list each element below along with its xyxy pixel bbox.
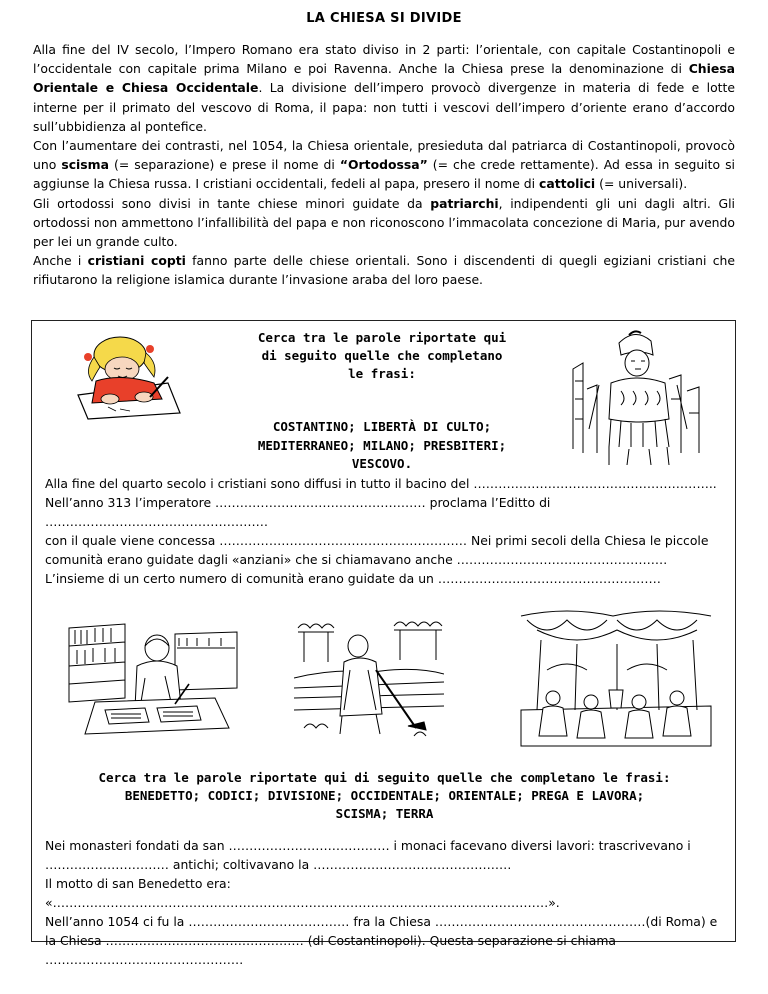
intro-paragraph-4: Anche i cristiani copti fanno parte delle chiese orientali. Sono i discendenti di quegli egiziani cristiani che rifiutarono la religione islamica durante l’invasione araba del loro paese. (33, 253, 735, 288)
exercise2-sentence-2: Il motto di san Benedetto era: «…………………………………………………………………………………………………………». (45, 876, 560, 910)
exercise-box (31, 320, 736, 967)
exercise1-heading: Cerca tra le parole riportate qui di seguito quelle che completano le frasi: (257, 330, 507, 381)
exercise2-heading (62, 769, 707, 823)
intro-paragraph-2: Con l’aumentare dei contrasti, nel 1054, la Chiesa orientale, presieduta dal patriarca di Costantinopoli, provocò uno scisma (= separazione) e prese il nome di “Ortodossa” (= che crede rettamente). Ad essa in seguito si aggiunse la Chiesa russa. I cristiani occidentali, fedeli al papa, presero il nome di cattolici (= universali). (33, 138, 735, 192)
exercise1-sentences (45, 474, 729, 588)
exercise2-word-list-line-1: BENEDETTO; CODICI; DIVISIONE; OCCIDENTALE; ORIENTALE; PREGA E LAVORA; (124, 788, 645, 803)
intro-paragraph-1: Alla fine del IV secolo, l’Impero Romano era stato diviso in 2 parti: l’orientale, con capitale Costantinopoli e l’occidentale con capitale prima Milano e poi Ravenna. Anche la Chiesa prese la denominazione di Chiesa Orientale e Chiesa Occidentale. La divisione dell’impero provocò divergenze in materia di fede e lotte interne per il primato del vescovo di Roma, il papa: non tutti i vescovi dell’impero d’oriente erano d’accordo sull’ubbidienza al pontefice. (33, 42, 735, 134)
exercise2-instruction: Cerca tra le parole riportate qui di seguito quelle che completano le frasi: (98, 770, 671, 785)
exercise2-sentence-1: Nei monasteri fondati da san ………………………………… i monaci facevano diversi lavori: trascrivevano i ………………………… antichi; coltivavano la ………………………………………… (45, 838, 691, 872)
intro-text (33, 40, 735, 290)
girl-writing-illustration (58, 333, 188, 421)
exercise1-sentence-2: Nell’anno 313 l’imperatore …………………………………………… proclama l’Editto di ……………………………………………… (45, 495, 551, 529)
exercise2-sentence-3: Nell’anno 1054 ci fu la ………………………………… fra la Chiesa ……………………………………………(di Roma) e la Chiesa ………………………………………… (di Costantinopoli). Questa separazione si chiama ………………………………………… (45, 914, 718, 967)
intro-paragraph-3: Gli ortodossi sono divisi in tante chiese minori guidate da patriarchi, indipendenti gli uni dagli altri. Gli ortodossi non ammettono l’infallibilità del papa e non riconoscono l’immacolata concezione di Maria, pur avendo per lei un grande culto. (33, 195, 735, 250)
exercise1-word-list: COSTANTINO; LIBERTÀ DI CULTO; MEDITERRANEO; MILANO; PRESBITERI; VESCOVO. (257, 419, 507, 471)
roman-soldier-illustration (569, 329, 709, 469)
monks-praying-illustration (517, 610, 715, 748)
exercise2-sentences (45, 836, 729, 969)
exercise1-sentence-1: Alla fine del quarto secolo i cristiani sono diffusi in tutto il bacino del ………………………………………………….. (45, 476, 717, 491)
monk-scribe-illustration (65, 618, 243, 746)
exercise1-sentence-3: con il quale viene concessa …………………………………………………… Nei primi secoli della Chiesa le piccole comunità erano guidate dagli «anziani» che si chiamavano anche …………………………………………… L’insieme di un certo numero di comunità erano guidate da un ……………………………………………… (45, 533, 709, 586)
monk-farming-illustration (294, 618, 444, 746)
exercise2-word-list-line-2: SCISMA; TERRA (335, 806, 434, 821)
page-title: LA CHIESA SI DIVIDE (306, 11, 462, 26)
